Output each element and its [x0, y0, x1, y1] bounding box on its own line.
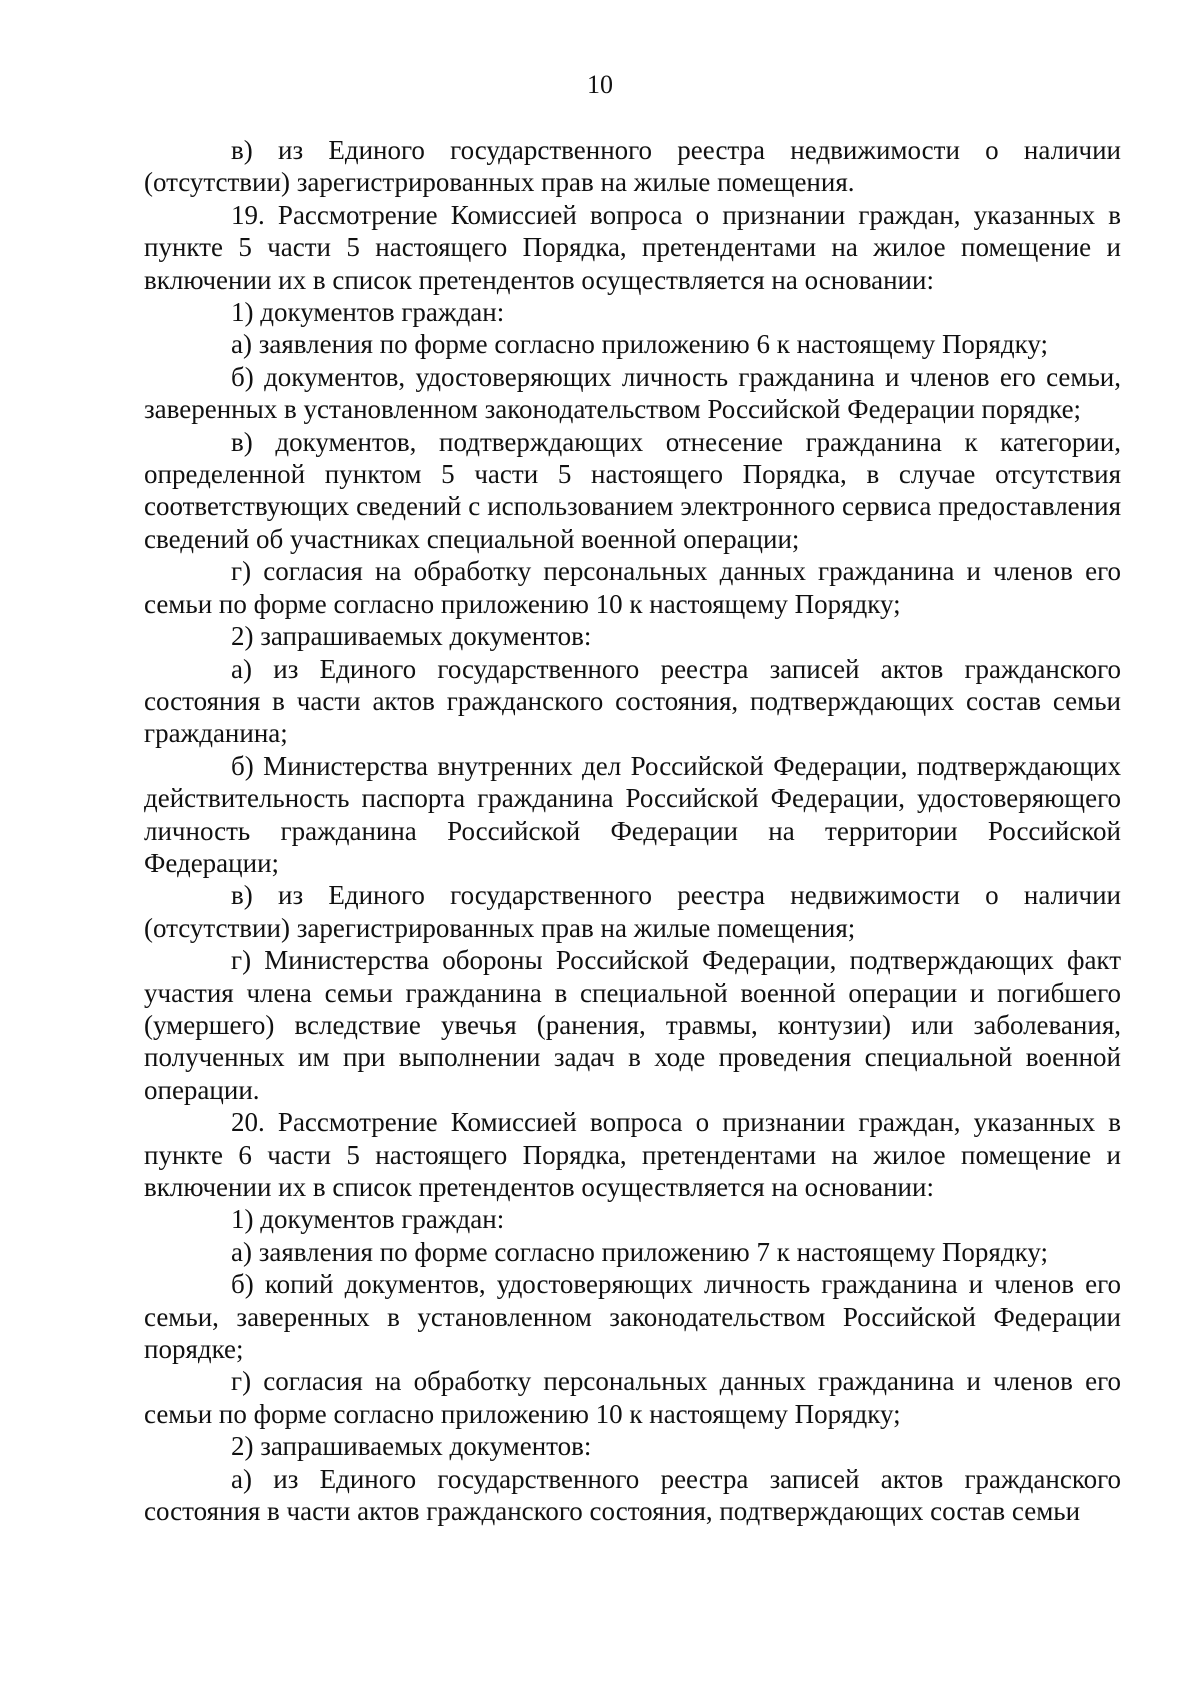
paragraph: а) заявления по форме согласно приложению 7 к настоящему Порядку; [231, 1236, 1048, 1267]
paragraph: а) из Единого государственного реестра записей актов гражданского состояния в части актов гражданского состояния, подтверждающих состав семьи [144, 1463, 1121, 1527]
paragraph: 19. Рассмотрение Комиссией вопроса о признании граждан, указанных в пункте 5 части 5 настоящего Порядка, претендентами на жилое помещение и включении их в список претендентов осуществляется на основании: [144, 199, 1121, 295]
paragraph: б) Министерства внутренних дел Российской Федерации, подтверждающих действительность паспорта гражданина Российской Федерации, удостоверяющего личность гражданина Российской Федерации на территории Российской Федерации; [144, 750, 1121, 878]
paragraph: а) из Единого государственного реестра записей актов гражданского состояния в части актов гражданского состояния, подтверждающих состав семьи гражданина; [144, 653, 1121, 749]
paragraph: г) согласия на обработку персональных данных гражданина и членов его семьи по форме согласно приложению 10 к настоящему Порядку; [144, 1366, 1121, 1429]
paragraph: б) документов, удостоверяющих личность гражданина и членов его семьи, заверенных в установленном законодательством Российской Федерации порядке; [144, 361, 1121, 425]
paragraph: 2) запрашиваемых документов: [231, 621, 592, 652]
paragraph: в) из Единого государственного реестра недвижимости о наличии (отсутствии) зарегистрированных прав на жилые помещения; [144, 880, 1121, 943]
paragraph: г) согласия на обработку персональных данных гражданина и членов его семьи по форме согласно приложению 10 к настоящему Порядку; [144, 556, 1121, 619]
document-body [144, 134, 1121, 1527]
paragraph: б) копий документов, удостоверяющих личность гражданина и членов его семьи, заверенных в установленном законодательством Российской Федерации порядке; [144, 1269, 1121, 1365]
paragraph: 2) запрашиваемых документов: [231, 1431, 592, 1462]
paragraph: 1) документов граждан: [231, 1204, 505, 1235]
paragraph: в) документов, подтверждающих отнесение гражданина к категории, определенной пунктом 5 части 5 настоящего Порядка, в случае отсутствия соответствующих сведений с использованием электронного сервиса предоставления сведений об участниках специальной военной операции; [144, 426, 1121, 554]
paragraph: в) из Единого государственного реестра недвижимости о наличии (отсутствии) зарегистрированных прав на жилые помещения. [144, 135, 1121, 198]
paragraph: а) заявления по форме согласно приложению 6 к настоящему Порядку; [231, 329, 1048, 360]
paragraph: 1) документов граждан: [231, 297, 505, 328]
page-number: 10 [587, 70, 613, 99]
paragraph: 20. Рассмотрение Комиссией вопроса о признании граждан, указанных в пункте 6 части 5 настоящего Порядка, претендентами на жилое помещение и включении их в список претендентов осуществляется на основании: [144, 1107, 1121, 1202]
paragraph: г) Министерства обороны Российской Федерации, подтверждающих факт участия члена семьи гражданина в специальной военной операции и погибшего (умершего) вследствие увечья (ранения, травмы, контузии) или заболевания, полученных им при выполнении задач в ходе проведения специальной военной операции. [144, 945, 1121, 1105]
